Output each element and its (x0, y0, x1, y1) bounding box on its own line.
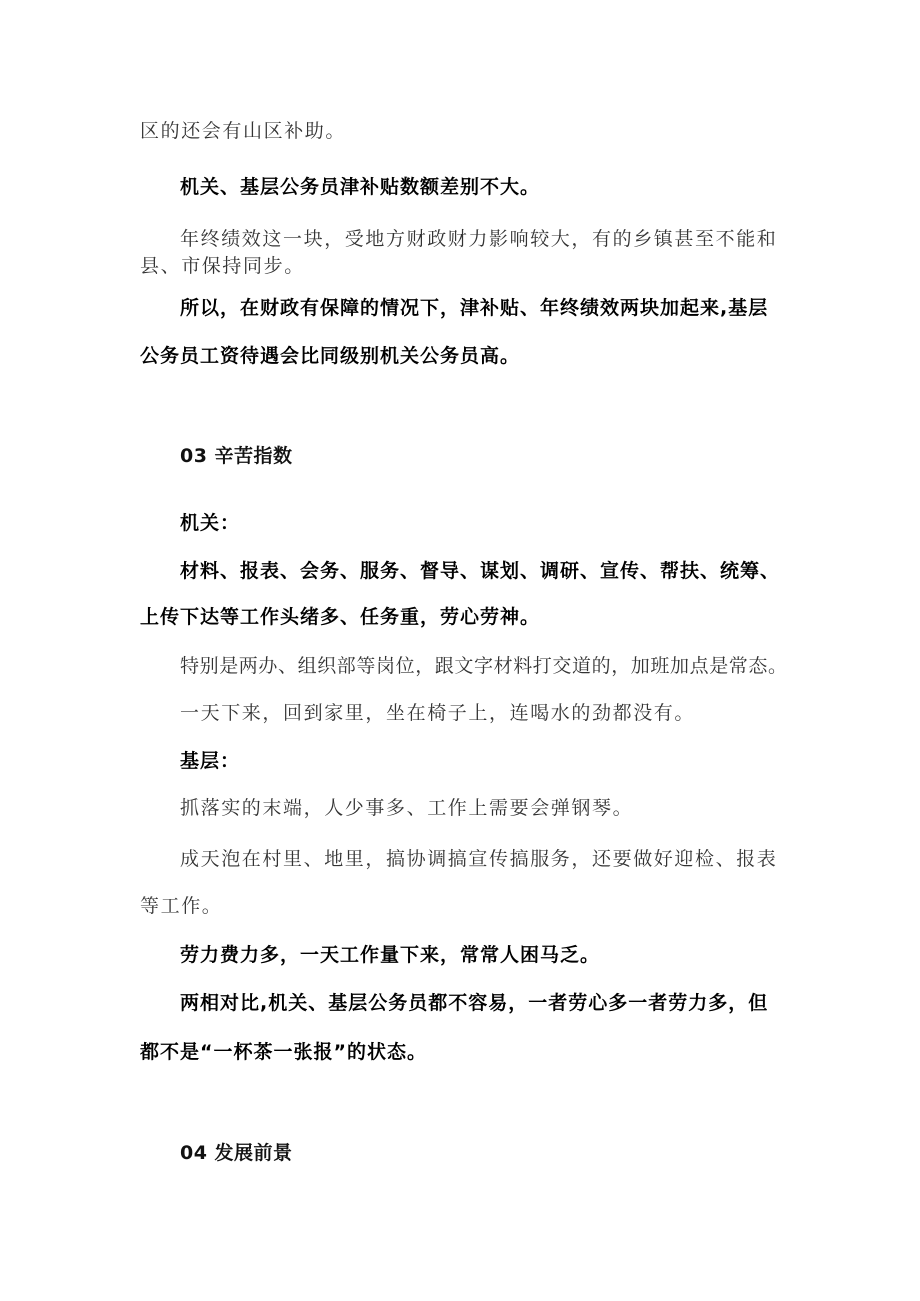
paragraph-line: 所以，在财政有保障的情况下，津补贴、年终绩效两块加起来,基层 (180, 297, 769, 319)
paragraph-line: 公务员工资待遇会比同级别机关公务员高。 (140, 345, 521, 367)
paragraph-line: 县、市保持同步。 (140, 255, 305, 277)
paragraph-line: 两相对比,机关、基层公务员都不容易，一者劳心多一者劳力多，但 (180, 992, 769, 1014)
paragraph-line: 一天下来，回到家里，坐在椅子上，连喝水的劲都没有。 (180, 702, 696, 724)
paragraph-line: 特别是两办、组织部等岗位，跟文字材料打交道的，加班加点是常态。 (180, 655, 788, 677)
paragraph-line: 抓落实的末端，人少事多、工作上需要会弹钢琴。 (180, 797, 634, 819)
paragraph-line: 年终绩效这一块，受地方财政财力影响较大，有的乡镇甚至不能和 (180, 228, 778, 250)
section-heading: 03 辛苦指数 (180, 445, 293, 467)
paragraph-line: 成天泡在村里、地里，搞协调搞宣传搞服务，还要做好迎检、报表 (180, 848, 778, 870)
section-heading: 04 发展前景 (180, 1142, 293, 1164)
paragraph-line: 基层： (180, 750, 241, 772)
paragraph-line: 上传下达等工作头绪多、任务重，劳心劳神。 (140, 606, 541, 628)
paragraph-line: 等工作。 (140, 895, 223, 917)
paragraph-line: 区的还会有山区补助。 (140, 120, 347, 142)
paragraph-line: 机关： (180, 512, 241, 534)
paragraph-line: 劳力费力多，一天工作量下来，常常人困马乏。 (180, 944, 601, 966)
paragraph-line: 机关、基层公务员津补贴数额差别不大。 (180, 176, 541, 198)
paragraph-line: 材料、报表、会务、服务、督导、谋划、调研、宣传、帮扶、统筹、 (180, 560, 781, 582)
paragraph-line: 都不是“一杯茶一张报”的状态。 (140, 1041, 427, 1063)
